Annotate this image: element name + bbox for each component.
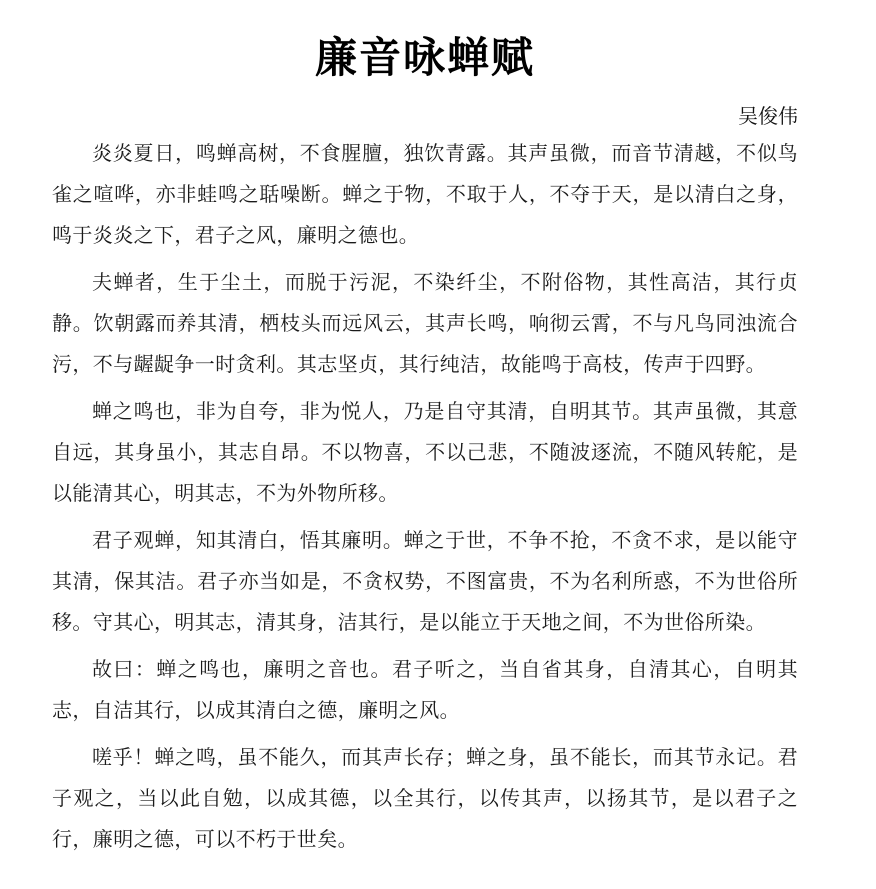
paragraph-3: 蝉之鸣也，非为自夸，非为悦人，乃是自守其清，自明其节。其声虽微，其意自远，其身虽小，其志自昂。不以物喜，不以己悲，不随波逐流，不随风转舵，是以能清其心，明其志，不为外物所移。	[52, 399, 798, 505]
document-title: 廉音咏蝉赋	[314, 33, 535, 82]
paragraph-1: 炎炎夏日，鸣蝉高树，不食腥膻，独饮青露。其声虽微，而音节清越，不似鸟雀之喧哗，亦非蛙鸣之聒噪断。蝉之于物，不取于人，不夺于天，是以清白之身，鸣于炎炎之下，君子之风，廉明之德也。	[52, 141, 798, 247]
author-name: 吴俊伟	[738, 104, 798, 128]
paragraph-6: 嗟乎！蝉之鸣，虽不能久，而其声长存；蝉之身，虽不能长，而其节永记。君子观之，当以此自勉，以成其德，以全其行，以传其声，以扬其节，是以君子之行，廉明之德，可以不朽于世矣。	[52, 745, 798, 851]
paragraph-5: 故曰：蝉之鸣也，廉明之音也。君子听之，当自省其身，自清其心，自明其志，自洁其行，以成其清白之德，廉明之风。	[52, 657, 798, 722]
paragraph-2: 夫蝉者，生于尘土，而脱于污泥，不染纤尘，不附俗物，其性高洁，其行贞静。饮朝露而养其清，栖枝头而远风云，其声长鸣，响彻云霄，不与凡鸟同浊流合污，不与龌龊争一时贪利。其志坚贞，其行纯洁，故能鸣于高枝，传声于四野。	[52, 270, 798, 376]
document-body	[52, 133, 798, 860]
paragraph-4: 君子观蝉，知其清白，悟其廉明。蝉之于世，不争不抢，不贪不求，是以能守其清，保其洁。君子亦当如是，不贪权势，不图富贵，不为名利所惑，不为世俗所移。守其心，明其志，清其身，洁其行，是以能立于天地之间，不为世俗所染。	[52, 528, 798, 634]
